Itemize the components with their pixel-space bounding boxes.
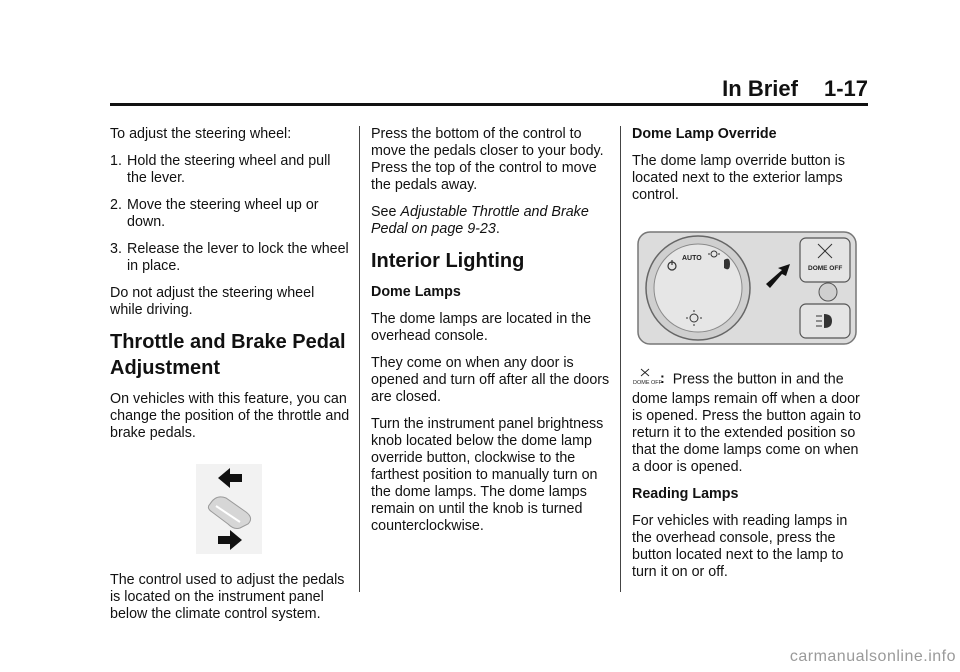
dome-lamps-subhead: Dome Lamps	[371, 284, 461, 300]
auto-label: AUTO	[682, 255, 702, 262]
see-reference	[371, 204, 611, 238]
list-item	[110, 197, 350, 231]
dome-off-button	[800, 238, 850, 282]
step-text: Release the lever to lock the wheel in place.	[127, 241, 349, 274]
list-item	[110, 241, 350, 275]
list-item	[110, 153, 350, 187]
step-number: 2.	[110, 197, 122, 213]
lamp-control-panel	[632, 230, 860, 350]
step-text: Hold the steering wheel and pull the lever.	[127, 153, 331, 186]
icon-colon: :	[660, 371, 665, 388]
override-text: Press the button in and the dome lamps remain off when a door is opened. Press the button again to return it to the extended position so that the dome lamps come on when a door is opened.	[632, 371, 861, 475]
interior-lighting-heading: Interior Lighting	[371, 250, 525, 272]
header-rule	[110, 103, 868, 106]
pedal-para-3: Press the bottom of the control to move the pedals closer to your body. Press the top of the control to move the pedals away.	[371, 126, 604, 193]
pedal-heading: Throttle and Brake Pedal Adjustment	[110, 331, 346, 379]
dome-override-subhead: Dome Lamp Override	[632, 126, 777, 142]
pedal-para-1: On vehicles with this feature, you can change the position of the throttle and brake pedals.	[110, 391, 350, 441]
dome-para-3: Turn the instrument panel brightness knob located below the dome lamp override button, clockwise to the farthest position to manually turn on the dome lamps. The dome lamps remain on until the knob is turned counterclockwise.	[371, 416, 604, 534]
column-divider	[620, 126, 621, 592]
override-para-2	[632, 368, 868, 476]
page-number: 1-17	[823, 76, 868, 101]
page-header	[110, 74, 868, 104]
reading-lamps-subhead: Reading Lamps	[632, 486, 739, 502]
see-prefix: See	[371, 204, 401, 220]
dome-para-1: The dome lamps are located in the overhead console.	[371, 311, 592, 344]
column-2	[371, 126, 611, 545]
lamp-control-illustration	[632, 230, 860, 350]
steering-warning: Do not adjust the steering wheel while driving.	[110, 285, 315, 318]
headlamp-icon	[724, 259, 730, 270]
dome-off-inline-label: DOME OFF	[633, 380, 663, 386]
dome-off-icon	[632, 368, 663, 391]
pedal-illustration	[196, 464, 262, 554]
pedal-adjust-switch-icon	[196, 464, 262, 554]
column-1	[110, 126, 350, 633]
cross-reference-link: Adjustable Throttle and Brake Pedal on page 9-23	[371, 204, 589, 237]
pedal-para-2: The control used to adjust the pedals is located on the instrument panel below the climate control system.	[110, 572, 345, 622]
section-title: In Brief	[722, 76, 798, 101]
override-para-1: The dome lamp override button is located next to the exterior lamps control.	[632, 153, 845, 203]
column-divider	[359, 126, 360, 592]
dome-off-label: DOME OFF	[808, 265, 843, 272]
steering-intro: To adjust the steering wheel:	[110, 126, 292, 142]
step-number: 3.	[110, 241, 122, 257]
watermark: carmanualsonline.info	[789, 648, 956, 665]
dome-para-2: They come on when any door is opened and turn off after all the doors are closed.	[371, 355, 610, 405]
step-number: 1.	[110, 153, 122, 169]
dome-off-inline-svg	[632, 368, 663, 386]
see-suffix: .	[495, 221, 500, 237]
column-3	[632, 126, 868, 591]
fog-lamp-icon	[816, 314, 832, 328]
knob	[819, 283, 837, 301]
step-text: Move the steering wheel up or down.	[127, 197, 319, 230]
reading-para: For vehicles with reading lamps in the overhead console, press the button located next to the lamp to turn it on or off.	[632, 513, 848, 580]
